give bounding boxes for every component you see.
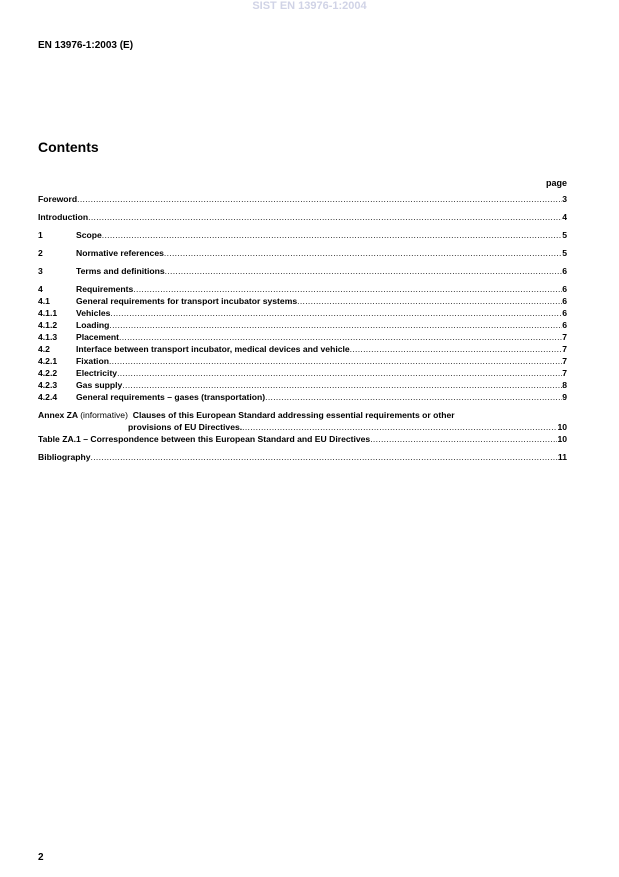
toc-entry-title: Bibliography xyxy=(38,452,91,462)
toc-leader-dots xyxy=(117,367,562,379)
toc-leader-dots xyxy=(350,343,563,355)
toc-entry-gas-supply[interactable] xyxy=(38,379,567,391)
toc-entry-title: Terms and definitions xyxy=(76,266,165,276)
toc-entry-title: General requirements for transport incubator systems xyxy=(76,296,298,306)
toc-entry-terms-and-definitions[interactable] xyxy=(38,265,567,277)
toc-entry-bibliography[interactable] xyxy=(38,451,567,463)
toc-entry-page: 6 xyxy=(562,266,567,276)
toc-entry-fixation[interactable] xyxy=(38,355,567,367)
toc-entry-title: Foreword xyxy=(38,194,78,204)
toc-leader-dots xyxy=(297,295,562,307)
toc-entry-page: 6 xyxy=(562,308,567,318)
toc-entry-general-requirements[interactable] xyxy=(38,295,567,307)
table-of-contents xyxy=(38,193,567,463)
contents-heading: Contents xyxy=(38,139,99,155)
annex-title-line-1: Clauses of this European Standard addressing essential requirements or other xyxy=(132,410,455,420)
toc-entry-foreword[interactable] xyxy=(38,193,567,205)
toc-entry-placement[interactable] xyxy=(38,331,567,343)
toc-entry-page: 10 xyxy=(557,434,567,444)
toc-leader-dots xyxy=(119,331,562,343)
toc-entry-page: 5 xyxy=(562,248,567,258)
toc-entry-page: 6 xyxy=(562,320,567,330)
toc-leader-dots xyxy=(122,379,562,391)
toc-entry-title: Vehicles xyxy=(76,308,111,318)
toc-leader-dots xyxy=(110,307,562,319)
toc-entry-page: 4 xyxy=(562,212,567,222)
toc-entry-title: Requirements xyxy=(76,284,134,294)
toc-entry-title: Interface between transport incubator, medical devices and vehicle xyxy=(76,344,350,354)
toc-entry-page: 8 xyxy=(562,380,567,390)
toc-leader-dots xyxy=(242,421,557,433)
toc-entry-title: Gas supply xyxy=(76,380,123,390)
toc-leader-dots xyxy=(164,247,562,259)
toc-leader-dots xyxy=(109,319,562,331)
toc-entry-introduction[interactable] xyxy=(38,211,567,223)
footer-page-number: 2 xyxy=(38,852,44,863)
toc-entry-annex-za-continued[interactable] xyxy=(38,421,567,433)
toc-entry-page: 6 xyxy=(562,284,567,294)
toc-entry-number: 3 xyxy=(38,266,43,276)
toc-entry-number: 4.2.2 xyxy=(38,368,58,378)
toc-leader-dots xyxy=(370,433,557,445)
toc-entry-title: Loading xyxy=(76,320,110,330)
toc-entry-title: Table ZA.1 – Correspondence between this European Standard and EU Directives xyxy=(38,434,371,444)
document-identifier: EN 13976-1:2003 (E) xyxy=(38,40,134,51)
toc-leader-dots xyxy=(133,283,562,295)
annex-title-line-2: provisions of EU Directives. xyxy=(128,422,243,432)
toc-leader-dots xyxy=(102,229,562,241)
toc-entry-number: 4.2 xyxy=(38,344,50,354)
toc-entry-number: 4 xyxy=(38,284,43,294)
toc-entry-number: 4.2.4 xyxy=(38,392,58,402)
toc-entry-scope[interactable] xyxy=(38,229,567,241)
toc-leader-dots xyxy=(265,391,562,403)
page-column-label: page xyxy=(545,178,567,188)
toc-entry-annex-za[interactable] xyxy=(38,409,567,421)
toc-leader-dots xyxy=(165,265,563,277)
toc-entry-number: 4.1.1 xyxy=(38,308,58,318)
toc-entry-title: Fixation xyxy=(76,356,109,366)
annex-informative-label: (informative) xyxy=(80,410,128,420)
toc-entry-title: Normative references xyxy=(76,248,164,258)
toc-entry-normative-references[interactable] xyxy=(38,247,567,259)
toc-entry-page: 7 xyxy=(562,332,567,342)
toc-leader-dots xyxy=(109,355,562,367)
annex-prefix: Annex ZA xyxy=(38,410,78,420)
toc-entry-number: 4.1 xyxy=(38,296,50,306)
toc-entry-number: 4.2.1 xyxy=(38,356,58,366)
toc-entry-number: 4.1.2 xyxy=(38,320,58,330)
toc-leader-dots xyxy=(77,193,562,205)
toc-entry-page: 7 xyxy=(562,344,567,354)
toc-entry-vehicles[interactable] xyxy=(38,307,567,319)
toc-entry-page: 3 xyxy=(562,194,567,204)
toc-leader-dots xyxy=(88,211,562,223)
toc-entry-title xyxy=(38,409,455,421)
toc-entry-title: Placement xyxy=(76,332,119,342)
toc-entry-number: 4.2.3 xyxy=(38,380,58,390)
toc-entry-title: Introduction xyxy=(38,212,89,222)
toc-entry-interface[interactable] xyxy=(38,343,567,355)
toc-entry-title: Electricity xyxy=(76,368,118,378)
toc-entry-loading[interactable] xyxy=(38,319,567,331)
toc-entry-page: 5 xyxy=(562,230,567,240)
toc-entry-title: General requirements – gases (transportation) xyxy=(76,392,266,402)
toc-entry-page: 10 xyxy=(557,422,567,432)
toc-entry-page: 11 xyxy=(557,452,567,462)
watermark: SIST EN 13976-1:2004 xyxy=(252,0,367,12)
toc-entry-gases-transportation[interactable] xyxy=(38,391,567,403)
toc-entry-table-za1[interactable] xyxy=(38,433,567,445)
toc-entry-number: 1 xyxy=(38,230,43,240)
toc-entry-number: 4.1.3 xyxy=(38,332,58,342)
toc-entry-requirements[interactable] xyxy=(38,283,567,295)
toc-entry-page: 6 xyxy=(562,296,567,306)
toc-entry-page: 7 xyxy=(562,356,567,366)
toc-entry-electricity[interactable] xyxy=(38,367,567,379)
toc-leader-dots xyxy=(91,451,558,463)
toc-entry-page: 7 xyxy=(562,368,567,378)
toc-entry-title: Scope xyxy=(76,230,102,240)
toc-entry-page: 9 xyxy=(562,392,567,402)
toc-entry-number: 2 xyxy=(38,248,43,258)
